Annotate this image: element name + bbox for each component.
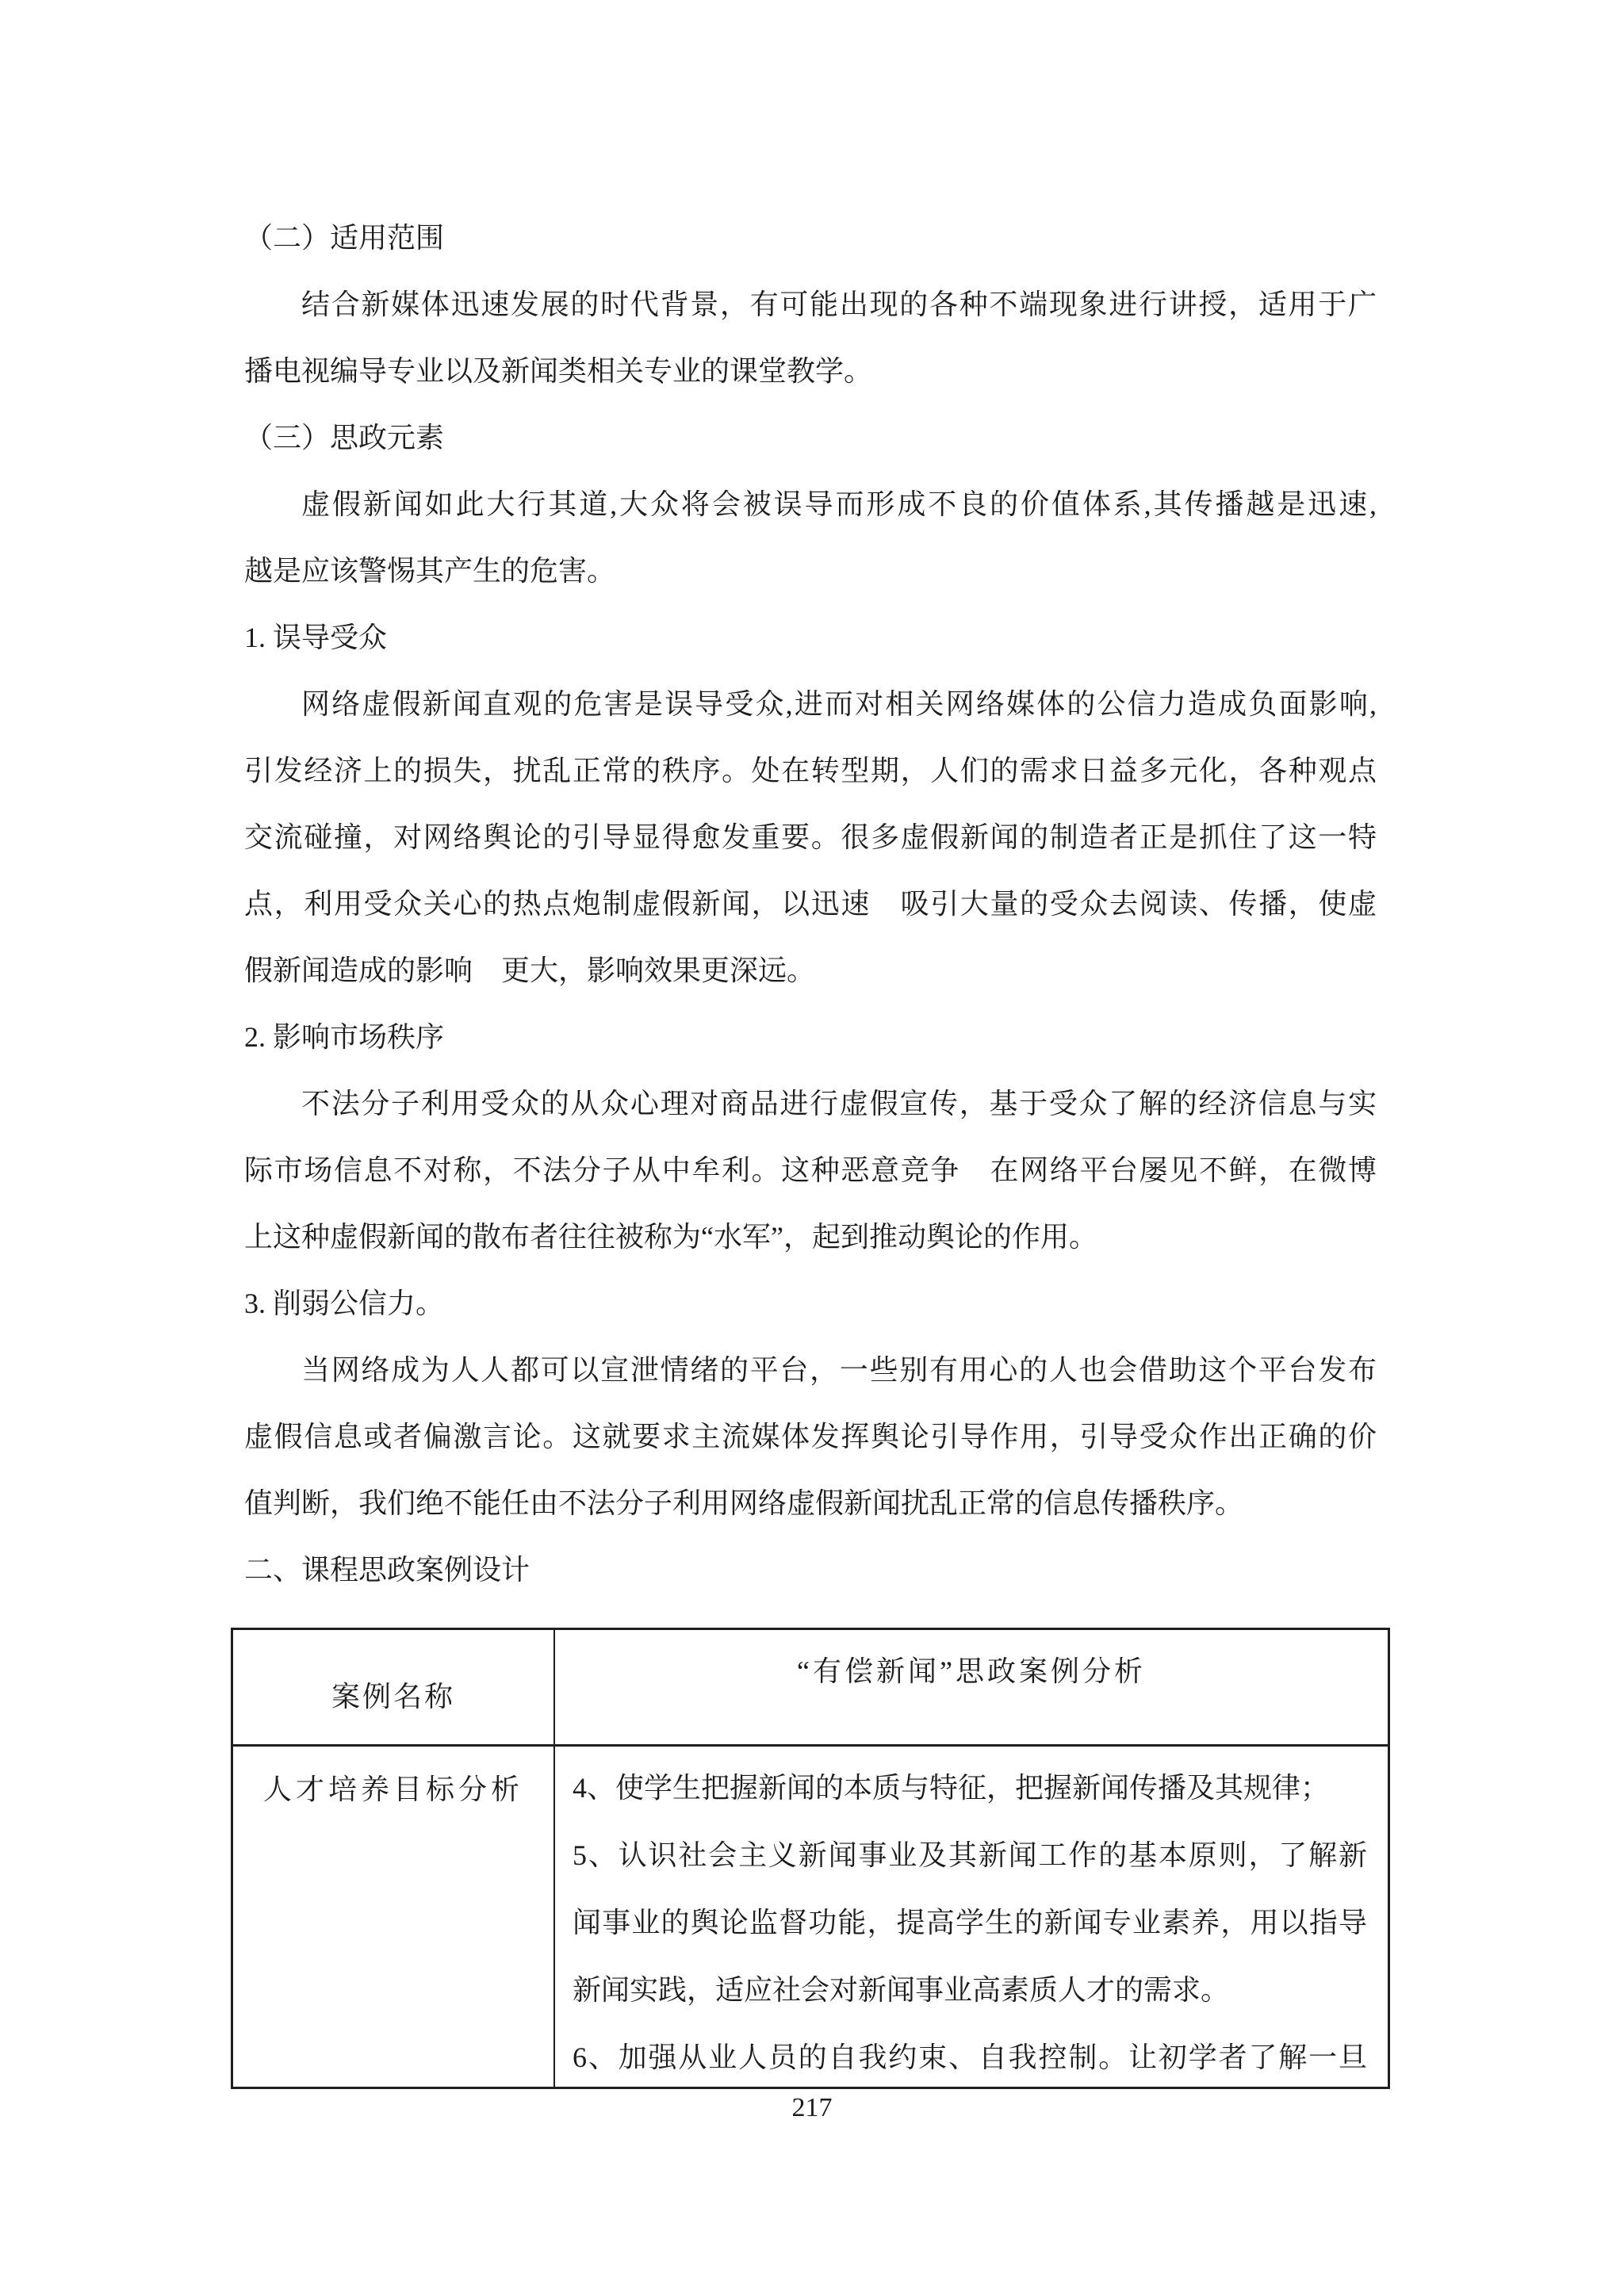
- body-line: 上这种虚假新闻的散布者往往被称为“水军”，起到推动舆论的作用。: [244, 1221, 1097, 1253]
- body-line: 越是应该警惕其产生的危害。: [244, 555, 616, 587]
- header-cell-case-title: [555, 1630, 1388, 1747]
- body-line: 值判断，我们绝不能任由不法分子利用网络虚假新闻扰乱正常的信息传播秩序。: [244, 1487, 1244, 1519]
- goal-label: 人才培养目标分析: [262, 1774, 523, 1805]
- body-line: （二）适用范围: [244, 222, 445, 254]
- body-line: 虚假新闻如此大行其道,大众将会被误导而形成不良的价值体系,其传播越是迅速,: [301, 488, 1377, 520]
- table-cell-line: 4、使学生把握新闻的本质与特征，把握新闻传播及其规律；: [573, 1772, 1330, 1804]
- header-cell-case-name: [233, 1630, 555, 1747]
- table-cell-line: 新闻实践，适应社会对新闻事业高素质人才的需求。: [573, 1974, 1230, 2006]
- body-line: 网络虚假新闻直观的危害是误导受众,进而对相关网络媒体的公信力造成负面影响,: [301, 688, 1377, 720]
- body-line: （三）思政元素: [244, 422, 445, 453]
- page-number: 217: [791, 2093, 833, 2122]
- case-design-table: [231, 1628, 1390, 2089]
- body-line: 际市场信息不对称，不法分子从中牟利。这种恶意竞争 在网络平台屡见不鲜，在微博: [244, 1154, 1377, 1186]
- table-cell-line: 闻事业的舆论监督功能，提高学生的新闻专业素养，用以指导: [573, 1907, 1367, 1938]
- body-line: 结合新媒体迅速发展的时代背景，有可能出现的各种不端现象进行讲授，适用于广: [301, 289, 1377, 320]
- table-cell-line: 5、认识社会主义新闻事业及其新闻工作的基本原则，了解新: [573, 1839, 1367, 1871]
- body-line: 不法分子利用受众的从众心理对商品进行虚假宣传，基于受众了解的经济信息与实: [301, 1088, 1377, 1119]
- table-cell-line: 6、加强从业人员的自我约束、自我控制。让初学者了解一旦: [573, 2042, 1367, 2073]
- case-title: “有偿新闻”思政案例分析: [797, 1655, 1146, 1687]
- body-line: 引发经济上的损失，扰乱正常的秩序。处在转型期，人们的需求日益多元化，各种观点: [244, 755, 1377, 786]
- row-cell-goal-content: [555, 1747, 1388, 2087]
- case-name-label: 案例名称: [331, 1681, 455, 1712]
- body-line: 交流碰撞，对网络舆论的引导显得愈发重要。很多虚假新闻的制造者正是抓住了这一特: [244, 821, 1377, 853]
- body-line: 1. 误导受众: [244, 622, 388, 653]
- body-text: [244, 205, 1377, 1603]
- body-line: 3. 削弱公信力。: [244, 1288, 445, 1319]
- row-cell-goal-label: [233, 1747, 555, 2087]
- body-line: 当网络成为人人都可以宣泄情绪的平台，一些别有用心的人也会借助这个平台发布: [301, 1354, 1377, 1386]
- body-line: 2. 影响市场秩序: [244, 1021, 445, 1053]
- body-line: 点，利用受众关心的热点炮制虚假新闻，以迅速 吸引大量的受众去阅读、传播，使虚: [244, 888, 1377, 920]
- body-line: 播电视编导专业以及新闻类相关专业的课堂教学。: [244, 355, 873, 387]
- body-line: 假新闻造成的影响 更大，影响效果更深远。: [244, 955, 816, 986]
- body-line: 二、课程思政案例设计: [244, 1554, 530, 1586]
- body-line: 虚假信息或者偏激言论。这就要求主流媒体发挥舆论引导作用，引导受众作出正确的价: [244, 1421, 1377, 1452]
